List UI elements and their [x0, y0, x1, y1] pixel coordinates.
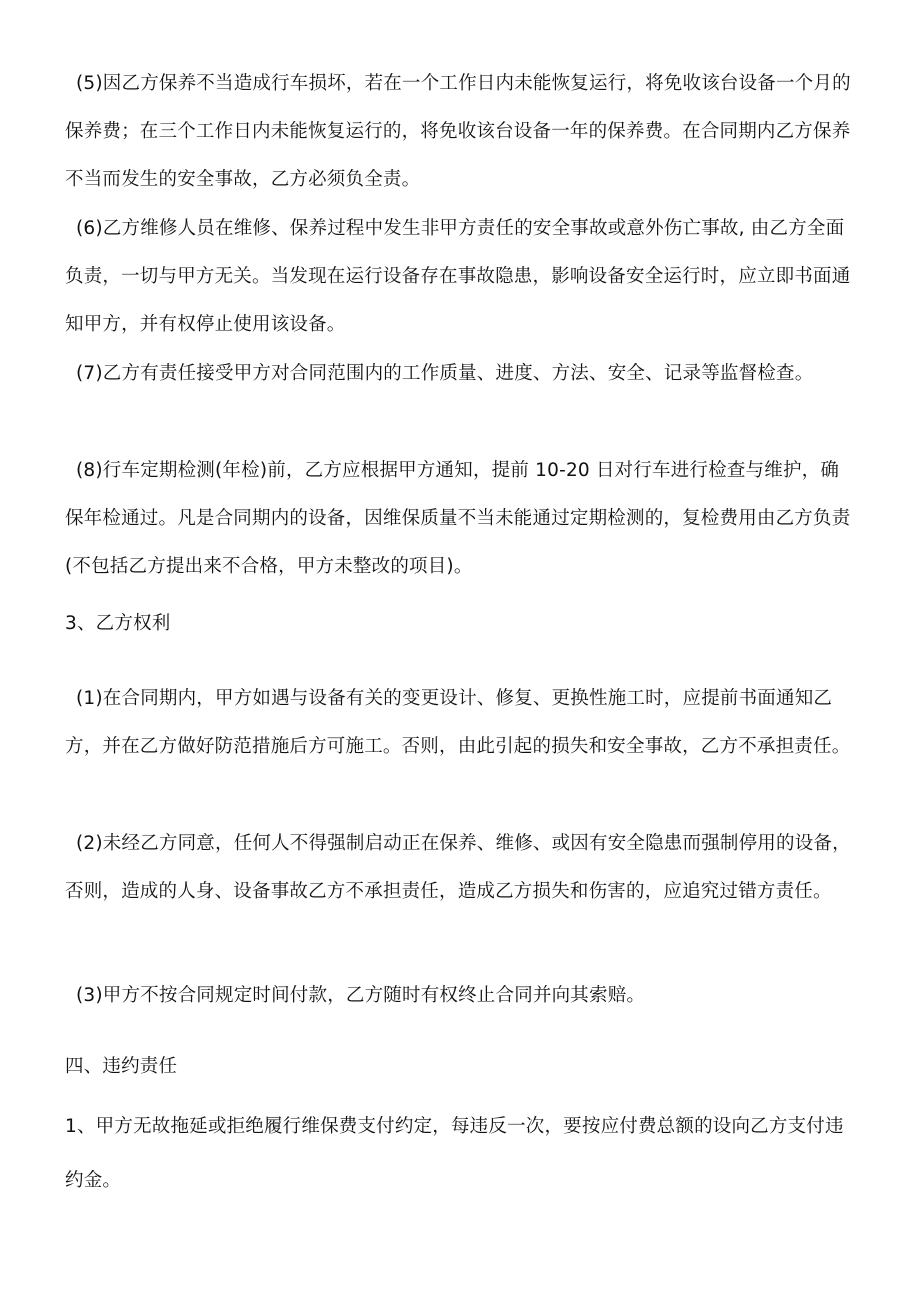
- paragraph-item-5: (5)因乙方保养不当造成行车损坏，若在一个工作日内未能恢复运行，将免收该台设备一个月的保养费；在三个工作日内未能恢复运行的，将免收该台设备一年的保养费。在合同期内乙方保养不当而发生的安全事故，乙方必须负全责。: [65, 73, 851, 190]
- paragraph-item-7: (7)乙方有责任接受甲方对合同范围内的工作质量、进度、方法、安全、记录等监督检查。: [76, 363, 814, 384]
- section-heading-party-b-rights: 3、乙方权利: [65, 613, 171, 634]
- paragraph-item-6: (6)乙方维修人员在维修、保养过程中发生非甲方责任的安全事故或意外伤亡事故, 由乙方全面负责，一切与甲方无关。当发现在运行设备存在事故隐患，影响设备安全运行时，应立即书面通知甲方，并有权停止使用该设备。: [65, 218, 851, 335]
- section-heading-breach-liability: 四、违约责任: [65, 1056, 178, 1077]
- paragraph-rights-3: (3)甲方不按合同规定时间付款，乙方随时有权终止合同并向其索赔。: [76, 985, 646, 1006]
- paragraph-rights-1: (1)在合同期内，甲方如遇与设备有关的变更设计、修复、更换性施工时，应提前书面通知乙方，并在乙方做好防范措施后方可施工。否则，由此引起的损失和安全事故，乙方不承担责任。: [65, 688, 851, 757]
- paragraph-breach-1: 1、甲方无故拖延或拒绝履行维保费支付约定，每违反一次，要按应付费总额的设向乙方支付违约金。: [65, 1116, 844, 1191]
- paragraph-item-8: (8)行车定期检测(年检)前，乙方应根据甲方通知，提前 10-20 日对行车进行检查与维护，确保年检通过。凡是合同期内的设备，因维保质量不当未能通过定期检测的，复检费用由乙方负责(不包括乙方提出来不合格，甲方未整改的项目)。: [65, 460, 851, 577]
- paragraph-rights-2: (2)未经乙方同意，任何人不得强制启动正在保养、维修、或因有安全隐患而强制停用的设备，否则，造成的人身、设备事故乙方不承担责任，造成乙方损失和伤害的，应追究过错方责任。: [65, 833, 851, 902]
